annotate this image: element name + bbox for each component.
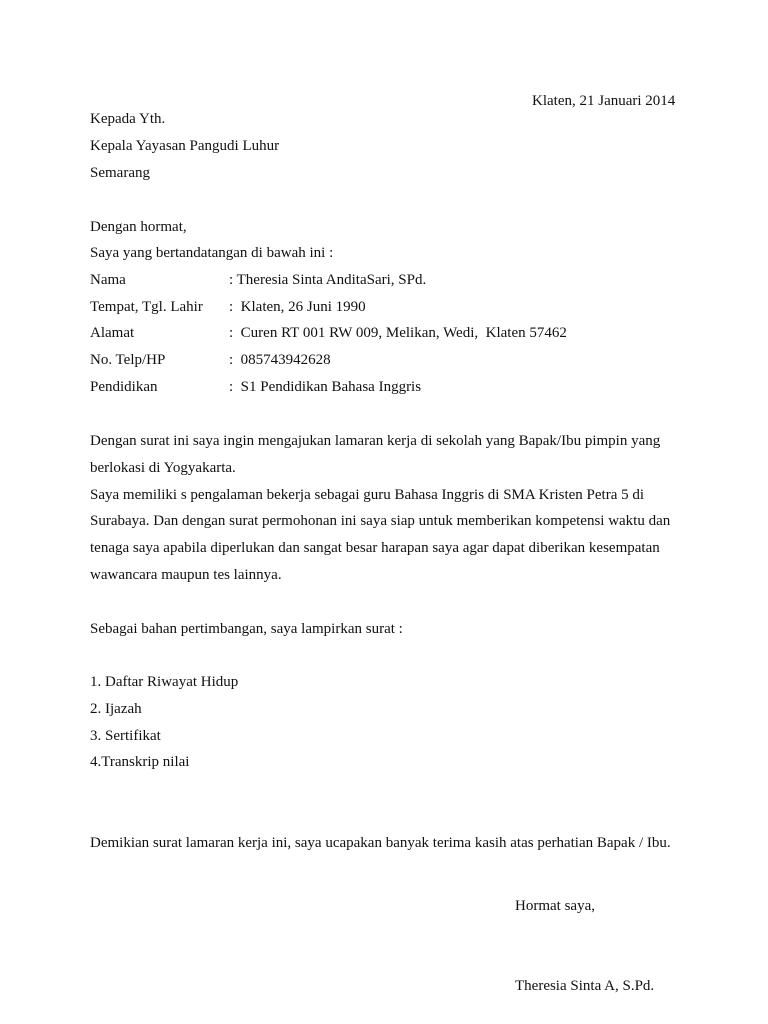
recipient-line-3: Semarang [90,165,150,181]
body-line-5: tenaga saya apabila diperlukan dan sangat besar harapan saya agar dapat diberikan kesempatan [90,540,660,556]
field-label-telp: No. Telp/HP [90,352,166,368]
intro-line: Saya yang bertandatangan di bawah ini : [90,245,334,261]
attachment-item-1: 1. Daftar Riwayat Hidup [90,674,239,690]
field-label-tempat-tgl-lahir: Tempat, Tgl. Lahir [90,299,203,315]
recipient-line-2: Kepala Yayasan Pangudi Luhur [90,138,280,154]
signature-name: Theresia Sinta A, S.Pd. [515,978,655,994]
attachment-item-3: 3. Sertifikat [90,728,161,744]
field-value-alamat: : Curen RT 001 RW 009, Melikan, Wedi, Klaten 57462 [229,325,567,341]
body-line-6: wawancara maupun tes lainnya. [90,567,282,583]
attachment-item-4: 4.Transkrip nilai [90,754,190,770]
salutation: Dengan hormat, [90,219,187,235]
body-line-2: berlokasi di Yogyakarta. [90,460,236,476]
recipient-line-1: Kepada Yth. [90,111,166,127]
field-value-pendidikan: : S1 Pendidikan Bahasa Inggris [229,379,422,395]
field-value-tempat-tgl-lahir: : Klaten, 26 Juni 1990 [229,299,366,315]
letter-date: Klaten, 21 Januari 2014 [532,93,676,109]
body-line-1: Dengan surat ini saya ingin mengajukan lamaran kerja di sekolah yang Bapak/Ibu pimpin yang [90,433,661,449]
attachment-item-2: 2. Ijazah [90,701,142,717]
field-value-telp: : 085743942628 [229,352,331,368]
field-label-nama: Nama [90,272,126,288]
attachments-intro: Sebagai bahan pertimbangan, saya lampirkan surat : [90,621,403,637]
field-label-alamat: Alamat [90,325,135,341]
signoff: Hormat saya, [515,898,595,914]
body-line-3: Saya memiliki s pengalaman bekerja sebagai guru Bahasa Inggris di SMA Kristen Petra 5 di [90,487,645,503]
closing-line: Demikian surat lamaran kerja ini, saya ucapakan banyak terima kasih atas perhatian Bapak / Ibu. [90,835,671,851]
field-label-pendidikan: Pendidikan [90,379,158,395]
field-value-nama: : Theresia Sinta AnditaSari, SPd. [229,272,427,288]
body-line-4: Surabaya. Dan dengan surat permohonan ini saya siap untuk memberikan kompetensi waktu dan [90,513,671,529]
